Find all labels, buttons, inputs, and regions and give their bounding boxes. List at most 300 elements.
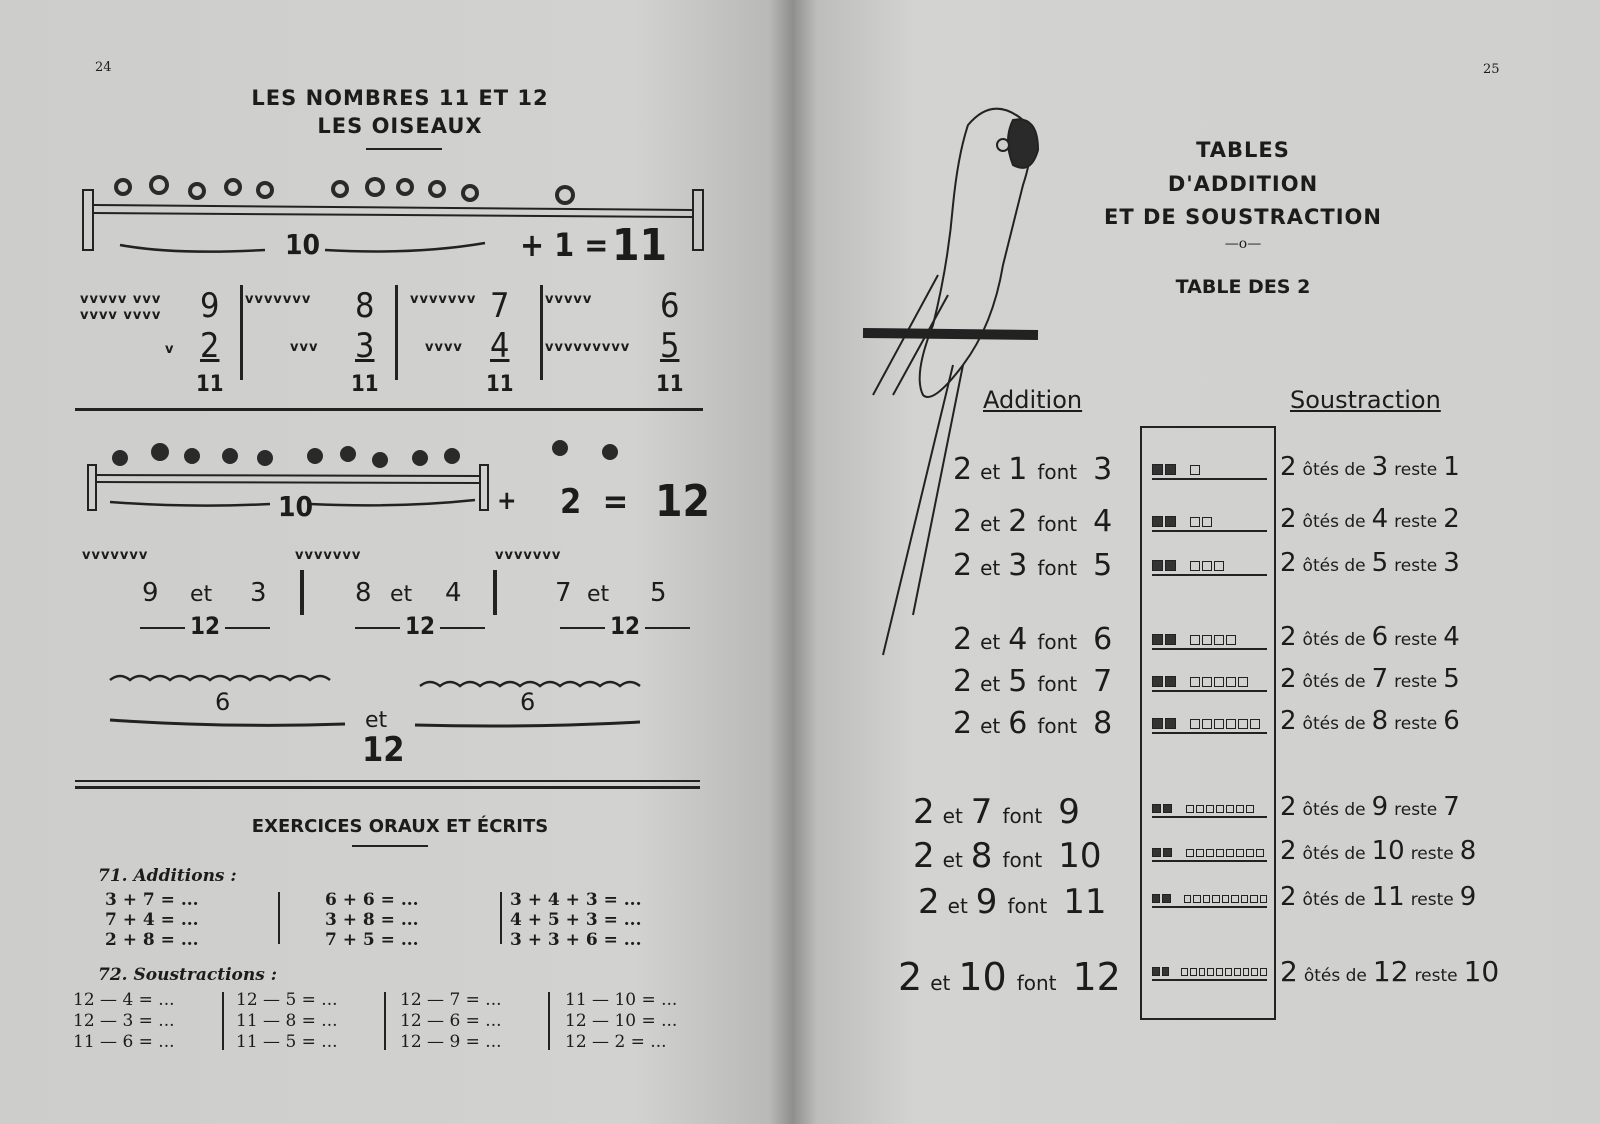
pair11-addend-a: 8 <box>355 286 375 326</box>
counting-boxes <box>1152 464 1267 480</box>
subtraction-second: 3 <box>1371 452 1389 482</box>
counting-boxes <box>1152 634 1267 650</box>
addition-second: 3 <box>1008 548 1028 583</box>
empty-square-icon <box>1246 805 1254 813</box>
addition-sum: 5 <box>1093 548 1113 583</box>
empty-square-icon <box>1226 805 1234 813</box>
filled-square-icon <box>1152 516 1163 527</box>
flying-bird-icon: vvvvvvv <box>295 548 362 563</box>
eq12-ten: 10 <box>278 490 314 523</box>
addition-et: et <box>930 971 951 995</box>
addition-first: 2 <box>913 792 935 832</box>
subtraction-otes-de: ôtés de <box>1302 672 1366 692</box>
flying-bird-icon: vvvv <box>425 340 463 355</box>
subtraction-second: 7 <box>1371 664 1389 694</box>
pair12-addend-b: 5 <box>650 578 667 608</box>
addition-sum: 7 <box>1093 664 1113 699</box>
addition-sum: 10 <box>1058 836 1102 876</box>
addition-row <box>913 792 1080 832</box>
exercise-71-item: 2 + 8 = ... <box>105 930 199 950</box>
addition-et: et <box>980 556 1001 580</box>
subtraction-otes-de: ôtés de <box>1302 556 1366 576</box>
pair11-sum: 11 <box>656 372 684 397</box>
empty-square-icon <box>1222 895 1229 903</box>
halves-et: et <box>365 708 388 733</box>
empty-square-icon <box>1260 895 1267 903</box>
subtraction-result: 10 <box>1463 955 1500 988</box>
pair12-et: et <box>587 582 610 607</box>
subtraction-otes-de: ôtés de <box>1302 844 1366 864</box>
subtraction-row <box>1280 622 1460 652</box>
empty-square-icon <box>1186 849 1194 857</box>
filled-square-icon <box>1152 676 1163 687</box>
addition-font: font <box>1037 460 1078 484</box>
pair12-sum: 12 <box>405 612 436 640</box>
subtraction-result: 2 <box>1443 504 1460 534</box>
addition-row <box>953 622 1112 657</box>
subtraction-second: 4 <box>1371 504 1389 534</box>
addition-et: et <box>980 630 1001 654</box>
subtraction-reste: reste <box>1394 714 1438 734</box>
divider-line <box>75 408 703 411</box>
addition-first: 2 <box>953 548 973 583</box>
addition-first: 2 <box>953 622 973 657</box>
empty-square-icon <box>1238 719 1248 729</box>
subtraction-row <box>1280 792 1460 822</box>
filled-square-icon <box>1165 516 1176 527</box>
pair11-addend-a: 7 <box>490 286 510 326</box>
title-separator: —o— <box>1224 236 1262 252</box>
exercise-72-title: 72. Soustractions : <box>98 965 277 985</box>
subtraction-row <box>1280 955 1499 988</box>
pair12-addend-b: 4 <box>445 578 462 608</box>
addition-et: et <box>980 460 1001 484</box>
flying-bird-icon: vvvvvvvvv <box>545 340 631 355</box>
empty-square-icon <box>1193 895 1200 903</box>
empty-square-icon <box>1190 968 1197 976</box>
empty-square-icon <box>1214 635 1224 645</box>
eq12-result: 12 <box>655 476 711 527</box>
page-title: LES NOMBRES 11 ET 12 <box>251 86 549 110</box>
filled-square-icon <box>1152 634 1163 645</box>
empty-square-icon <box>1199 968 1206 976</box>
subtraction-first: 2 <box>1280 955 1298 988</box>
table-subtitle: TABLE DES 2 <box>1175 276 1311 298</box>
pair12-sum: 12 <box>610 612 641 640</box>
empty-square-icon <box>1206 805 1214 813</box>
eq12-two-equals: 2 = <box>560 482 629 522</box>
subtraction-result: 4 <box>1443 622 1460 652</box>
addition-font: font <box>1037 630 1078 654</box>
exercise-72-item: 12 — 6 = ... <box>400 1011 502 1031</box>
halves-left: 6 <box>215 688 231 716</box>
empty-square-icon <box>1256 849 1264 857</box>
exercise-71-item: 6 + 6 = ... <box>325 890 419 910</box>
eq11-ten: 10 <box>285 228 321 261</box>
birds-fence-12-illustration <box>80 430 640 520</box>
empty-square-icon <box>1196 805 1204 813</box>
counting-boxes <box>1152 676 1267 692</box>
empty-square-icon <box>1190 719 1200 729</box>
exercise-71-item: 4 + 5 + 3 = ... <box>510 910 642 930</box>
pair-divider <box>395 285 398 380</box>
subtraction-second: 10 <box>1371 836 1405 866</box>
eq11-result: 11 <box>612 220 668 271</box>
filled-square-icon <box>1165 464 1176 475</box>
subtraction-second: 11 <box>1371 882 1405 912</box>
subtraction-row <box>1280 836 1476 866</box>
addition-row <box>953 548 1112 583</box>
filled-square-icon <box>1152 560 1163 571</box>
right-page <box>793 0 1600 1124</box>
addition-et: et <box>980 672 1001 696</box>
empty-square-icon <box>1234 968 1241 976</box>
subtraction-row <box>1280 706 1460 736</box>
counting-boxes <box>1152 560 1267 576</box>
flying-bird-icon: vvvvvvv <box>82 548 149 563</box>
addition-first: 2 <box>913 836 935 876</box>
exercise-72-item: 12 — 2 = ... <box>565 1032 667 1052</box>
exercise-71-item: 7 + 5 = ... <box>325 930 419 950</box>
empty-square-icon <box>1225 968 1232 976</box>
pair12-addend-a: 8 <box>355 578 372 608</box>
subtraction-first: 2 <box>1280 882 1297 912</box>
page-title-line2: D'ADDITION <box>1167 172 1319 196</box>
empty-square-icon <box>1250 719 1260 729</box>
subtraction-reste: reste <box>1410 844 1454 864</box>
addition-et: et <box>942 848 963 872</box>
pair12-sum: 12 <box>190 612 221 640</box>
empty-square-icon <box>1203 895 1210 903</box>
addition-font: font <box>1037 556 1078 580</box>
subtraction-row <box>1280 548 1460 578</box>
subtraction-first: 2 <box>1280 504 1297 534</box>
empty-square-icon <box>1214 719 1224 729</box>
empty-square-icon <box>1190 677 1200 687</box>
addition-row <box>953 452 1112 487</box>
addition-second: 8 <box>970 836 993 876</box>
empty-square-icon <box>1231 895 1238 903</box>
addition-sum: 11 <box>1063 882 1107 922</box>
addition-second: 10 <box>958 955 1007 999</box>
counting-boxes <box>1152 967 1267 981</box>
addition-second: 9 <box>975 882 998 922</box>
filled-square-icon <box>1152 894 1160 903</box>
filled-square-icon <box>1152 967 1160 976</box>
addition-row <box>953 504 1112 539</box>
empty-square-icon <box>1226 677 1236 687</box>
section-rule-bottom <box>75 786 700 789</box>
empty-square-icon <box>1186 805 1194 813</box>
subtraction-otes-de: ôtés de <box>1302 630 1366 650</box>
subtraction-result: 9 <box>1459 882 1477 912</box>
sum-bracket-right <box>645 627 690 629</box>
empty-square-icon <box>1190 635 1200 645</box>
empty-square-icon <box>1216 805 1224 813</box>
addition-second: 7 <box>970 792 993 832</box>
subtraction-row <box>1280 452 1460 482</box>
flying-bird-icon: v <box>165 342 175 357</box>
page-number: 24 <box>95 60 112 75</box>
empty-square-icon <box>1190 561 1200 571</box>
subtraction-first: 2 <box>1280 622 1297 652</box>
subtraction-reste: reste <box>1394 800 1438 820</box>
addition-second: 1 <box>1008 452 1028 487</box>
filled-square-icon <box>1162 894 1170 903</box>
addition-row <box>918 882 1107 922</box>
addition-sum: 6 <box>1093 622 1113 657</box>
filled-square-icon <box>1162 967 1170 976</box>
pair-divider <box>540 285 543 380</box>
empty-square-icon <box>1207 968 1214 976</box>
addition-first: 2 <box>953 706 973 741</box>
subtraction-otes-de: ôtés de <box>1302 890 1366 910</box>
subtraction-reste: reste <box>1394 460 1438 480</box>
empty-square-icon <box>1212 895 1219 903</box>
page-title-line1: TABLES <box>1196 138 1290 162</box>
pair11-addend-a: 6 <box>660 286 680 326</box>
addition-second: 2 <box>1008 504 1028 539</box>
section-rule-top <box>75 780 700 782</box>
pair12-addend-b: 3 <box>250 578 267 608</box>
column-divider <box>222 992 224 1050</box>
left-page <box>0 0 793 1124</box>
counting-boxes <box>1152 516 1267 532</box>
exercise-72-item: 11 — 5 = ... <box>236 1032 338 1052</box>
subtraction-reste: reste <box>1394 672 1438 692</box>
filled-square-icon <box>1165 718 1176 729</box>
subtraction-reste: reste <box>1394 512 1438 532</box>
addition-et: et <box>947 894 968 918</box>
exercise-71-title: 71. Additions : <box>98 866 237 886</box>
pair11-addend-a: 9 <box>200 286 220 326</box>
empty-square-icon <box>1202 517 1212 527</box>
exercise-72-item: 12 — 7 = ... <box>400 990 502 1010</box>
subtraction-second: 12 <box>1372 955 1409 988</box>
filled-square-icon <box>1152 464 1163 475</box>
page-subtitle: LES OISEAUX <box>317 114 483 138</box>
empty-square-icon <box>1216 849 1224 857</box>
subtraction-row <box>1280 882 1476 912</box>
pair11-addend-b: 5 <box>660 326 680 366</box>
subtraction-result: 7 <box>1443 792 1460 822</box>
addition-sum: 8 <box>1093 706 1113 741</box>
subtraction-otes-de: ôtés de <box>1302 512 1366 532</box>
sum-bracket-right <box>440 627 485 629</box>
parrot-illustration <box>853 95 1053 675</box>
subtraction-otes-de: ôtés de <box>1302 714 1366 734</box>
filled-square-icon <box>1165 634 1176 645</box>
counting-boxes <box>1152 804 1267 818</box>
exercise-72-item: 11 — 6 = ... <box>73 1032 175 1052</box>
addition-font: font <box>1037 672 1078 696</box>
subtraction-row <box>1280 664 1460 694</box>
eq11-plus-one: + 1 = <box>520 226 609 264</box>
subtraction-row <box>1280 504 1460 534</box>
addition-et: et <box>942 804 963 828</box>
empty-square-icon <box>1190 465 1200 475</box>
filled-square-icon <box>1152 848 1161 857</box>
exercise-71-item: 3 + 8 = ... <box>325 910 419 930</box>
pair12-et: et <box>190 582 213 607</box>
pair11-sum: 11 <box>351 372 379 397</box>
sum-bracket-right <box>225 627 270 629</box>
pair11-addend-b: 2 <box>200 326 220 366</box>
addition-row <box>953 664 1112 699</box>
column-divider <box>500 892 502 944</box>
counting-boxes <box>1152 894 1267 908</box>
addition-row <box>898 955 1121 999</box>
sum-bracket-left <box>355 627 400 629</box>
addition-sum: 4 <box>1093 504 1113 539</box>
counting-boxes <box>1152 848 1267 862</box>
empty-square-icon <box>1226 635 1236 645</box>
subtraction-otes-de: ôtés de <box>1302 800 1366 820</box>
addition-row <box>953 706 1112 741</box>
flying-bird-icon: vvvvvvv <box>410 292 477 307</box>
subtraction-first: 2 <box>1280 452 1297 482</box>
filled-square-icon <box>1152 718 1163 729</box>
empty-square-icon <box>1250 895 1257 903</box>
empty-square-icon <box>1184 895 1191 903</box>
pair12-addend-a: 7 <box>555 578 572 608</box>
empty-square-icon <box>1241 895 1248 903</box>
subtraction-second: 8 <box>1371 706 1389 736</box>
addition-sum: 3 <box>1093 452 1113 487</box>
flying-bird-icon: vvvvvvv <box>495 548 562 563</box>
filled-square-icon <box>1165 676 1176 687</box>
filled-square-icon <box>1165 560 1176 571</box>
subtraction-second: 6 <box>1371 622 1389 652</box>
empty-square-icon <box>1190 517 1200 527</box>
addition-font: font <box>1002 804 1043 828</box>
empty-square-icon <box>1181 968 1188 976</box>
addition-row <box>913 836 1102 876</box>
addition-first: 2 <box>953 504 973 539</box>
eq12-plus: + <box>497 486 517 516</box>
empty-square-icon <box>1236 849 1244 857</box>
empty-square-icon <box>1202 635 1212 645</box>
page-number: 25 <box>1483 62 1500 77</box>
subtraction-first: 2 <box>1280 664 1297 694</box>
exercise-71-item: 7 + 4 = ... <box>105 910 199 930</box>
filled-square-icon <box>1152 804 1161 813</box>
subtraction-first: 2 <box>1280 548 1297 578</box>
addition-et: et <box>980 512 1001 536</box>
empty-square-icon <box>1251 968 1258 976</box>
addition-first: 2 <box>898 955 923 999</box>
subtraction-second: 9 <box>1371 792 1389 822</box>
subtraction-second: 5 <box>1371 548 1389 578</box>
addition-second: 4 <box>1008 622 1028 657</box>
addition-second: 5 <box>1008 664 1028 699</box>
exercise-72-item: 11 — 10 = ... <box>565 990 678 1010</box>
addition-first: 2 <box>953 452 973 487</box>
column-divider <box>384 992 386 1050</box>
halves-total: 12 <box>362 730 405 770</box>
empty-square-icon <box>1226 849 1234 857</box>
flying-bird-icon: vvvvv vvv <box>80 292 162 307</box>
exercise-72-item: 12 — 5 = ... <box>236 990 338 1010</box>
exercises-underline <box>352 845 428 847</box>
subtraction-reste: reste <box>1410 890 1454 910</box>
flying-bird-icon: vvvvvvv <box>245 292 312 307</box>
exercises-title: EXERCICES ORAUX ET ÉCRITS <box>251 816 549 837</box>
empty-square-icon <box>1196 849 1204 857</box>
filled-square-icon <box>1163 848 1172 857</box>
subtraction-first: 2 <box>1280 792 1297 822</box>
page-title-line3: ET DE SOUSTRACTION <box>1104 205 1382 229</box>
addition-font: font <box>1007 894 1048 918</box>
exercise-71-item: 3 + 7 = ... <box>105 890 199 910</box>
sum-bracket-left <box>140 627 185 629</box>
pair11-sum: 11 <box>196 372 224 397</box>
empty-square-icon <box>1216 968 1223 976</box>
addition-second: 6 <box>1008 706 1028 741</box>
empty-square-icon <box>1236 805 1244 813</box>
subtraction-reste: reste <box>1394 556 1438 576</box>
subtraction-result: 8 <box>1459 836 1477 866</box>
exercise-71-item: 3 + 3 + 6 = ... <box>510 930 642 950</box>
empty-square-icon <box>1243 968 1250 976</box>
pair-divider <box>300 570 304 615</box>
pair-divider <box>240 285 243 380</box>
empty-square-icon <box>1246 849 1254 857</box>
subtraction-otes-de: ôtés de <box>1303 966 1367 986</box>
addition-first: 2 <box>953 664 973 699</box>
exercise-72-item: 12 — 10 = ... <box>565 1011 678 1031</box>
column-divider <box>548 992 550 1050</box>
pair12-addend-a: 9 <box>142 578 159 608</box>
exercise-71-item: 3 + 4 + 3 = ... <box>510 890 642 910</box>
exercise-72-item: 11 — 8 = ... <box>236 1011 338 1031</box>
subtraction-otes-de: ôtés de <box>1302 460 1366 480</box>
empty-square-icon <box>1226 719 1236 729</box>
empty-square-icon <box>1260 968 1267 976</box>
addition-first: 2 <box>918 882 940 922</box>
addition-font: font <box>1002 848 1043 872</box>
empty-square-icon <box>1202 561 1212 571</box>
filled-square-icon <box>1163 804 1172 813</box>
soustraction-header: Soustraction <box>1290 386 1441 414</box>
pair12-et: et <box>390 582 413 607</box>
sum-bracket-left <box>560 627 605 629</box>
empty-square-icon <box>1214 561 1224 571</box>
flying-bird-icon: vvvvv <box>545 292 593 307</box>
empty-square-icon <box>1238 677 1248 687</box>
subtraction-result: 1 <box>1443 452 1460 482</box>
subtraction-first: 2 <box>1280 836 1297 866</box>
subtraction-reste: reste <box>1414 966 1458 986</box>
exercise-72-item: 12 — 3 = ... <box>73 1011 175 1031</box>
subtraction-result: 6 <box>1443 706 1460 736</box>
empty-square-icon <box>1206 849 1214 857</box>
pair11-sum: 11 <box>486 372 514 397</box>
counting-boxes <box>1152 718 1267 734</box>
title-underline <box>366 148 442 150</box>
pair11-addend-b: 3 <box>355 326 375 366</box>
subtraction-reste: reste <box>1394 630 1438 650</box>
column-divider <box>278 892 280 944</box>
subtraction-result: 5 <box>1443 664 1460 694</box>
flying-bird-icon: vvv <box>290 340 319 355</box>
addition-font: font <box>1016 971 1057 995</box>
addition-sum: 9 <box>1058 792 1080 832</box>
addition-font: font <box>1037 512 1078 536</box>
empty-square-icon <box>1202 719 1212 729</box>
addition-font: font <box>1037 714 1078 738</box>
exercise-72-item: 12 — 4 = ... <box>73 990 175 1010</box>
